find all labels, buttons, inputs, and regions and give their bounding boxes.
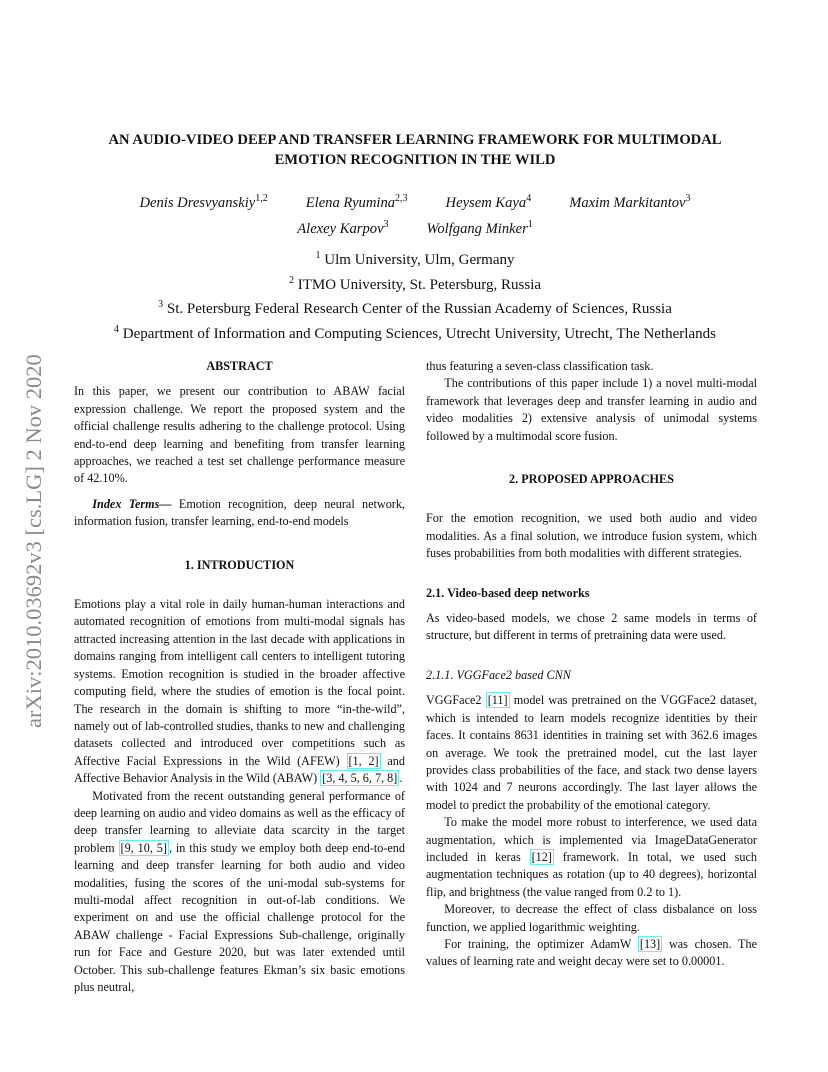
- author: Denis Dresvyanskiy$^{1,2}$: [139, 193, 268, 211]
- author: Heysem Kaya$^4$: [445, 193, 532, 211]
- disbalance-paragraph: Moreover, to decrease the effect of class disbalance on loss function, we applied logarithmic weighting.: [426, 902, 757, 934]
- arxiv-sidebar: [8, 260, 54, 740]
- right-column: [426, 358, 757, 971]
- augmentation-paragraph: To make the model more robust to interference, we used data augmentation, which is implemented via ImageDataGenerator included in keras [12] framework. In total, we used such augmentation techniques as rotation (up to 40 degrees), horizontal flip, and brightness (the value ranged from 0.2 to 1).: [426, 815, 757, 899]
- citation-link[interactable]: [3, 4, 5, 6, 7, 8]: [322, 771, 398, 786]
- left-column: [74, 358, 405, 996]
- contributions-paragraph: The contributions of this paper include 1) a novel multi-modal framework that leverages deep and transfer learning in audio and video modalities 2) extensive analysis of unimodal systems followed by a multimodal score fusion.: [426, 376, 757, 443]
- index-terms: Index Terms— Emotion recognition, deep neural network, information fusion, transfer learning, end-to-end models: [74, 496, 405, 529]
- author: Maxim Markitantov$^3$: [569, 193, 691, 211]
- training-paragraph: For training, the optimizer AdamW [13] was chosen. The values of learning rate and weight decay were set to 0.00001.: [426, 936, 758, 969]
- citation-link[interactable]: [9, 10, 5]: [120, 840, 167, 855]
- affiliation: $^1$ Ulm University, Ulm, Germany: [315, 250, 515, 268]
- affiliation-list: [70, 246, 760, 344]
- affiliation: $^2$ ITMO University, St. Petersburg, Russia: [288, 274, 542, 293]
- citation-link[interactable]: [13]: [639, 936, 661, 951]
- section-2-text: For the emotion recognition, we used both audio and video modalities. As a final solution, we introduce fusion system, which fuses probabilities from both modalities with different strategies.: [426, 511, 757, 561]
- citation-link[interactable]: [12]: [531, 849, 552, 864]
- intro-paragraph: Emotions play a vital role in daily human-human interactions and automated recognition of emotions from multi-modal signals has attracted increasing attention in the last decade with applications in domains ranging from intelligent call centers to intelligent tutoring systems. Emotion recognition is studied in the broader affective computing field, where the studies of emotion is the focal point. The research in the domain is shifting to more “in-the-wild”, namely out of lab-controlled studies, thanks to new and challenging datasets collected and introduced over competitions such as Affective Facial Expressions in the Wild (AFEW) [1, 2] and Affective Behavior Analysis in the Wild (ABAW) [3, 4, 5, 6, 7, 8] .: [74, 597, 405, 786]
- section-2-heading: 2. PROPOSED APPROACHES: [509, 472, 674, 487]
- vggface2-paragraph: VGGFace2 [11] model was pretrained on the VGGFace2 dataset, which is intended to learn models recognize identities by their faces. It contains 8631 identities in training set with 362.6 images on average. We took the pretrained model, cut the last layer provides class probabilities of the face, and stack two dense layers with 1024 and 7 neurons accordingly. The last layer allows the model to predict the probability of the emotional category.: [426, 693, 757, 812]
- subsection-2-1-1-heading: 2.1.1. VGGFace2 based CNN: [426, 667, 571, 682]
- author: Elena Ryumina$^{2,3}$: [305, 193, 408, 211]
- intro-continuation: thus featuring a seven-class classification task.: [426, 359, 654, 373]
- abstract-heading: ABSTRACT: [206, 359, 273, 373]
- author-list: [70, 188, 760, 240]
- abstract-text: In this paper, we present our contribution to ABAW facial expression challenge. We report the proposed system and the official challenge results adhering to the challenge protocol. Using end-to-end deep learning and benefiting from transfer learning approaches, we reached a test set challenge performance measure of 42.10%.: [74, 384, 405, 486]
- introduction-heading: 1. INTRODUCTION: [184, 557, 295, 572]
- citation-link[interactable]: [1, 2]: [348, 753, 379, 768]
- subsection-2-1-text: As video-based models, we chose 2 same models in terms of structure, but different in terms of pretraining data were used.: [426, 611, 757, 643]
- affiliation: $^3$ St. Petersburg Federal Research Center of the Russian Academy of Sciences, Russia: [158, 299, 672, 317]
- subsection-2-1-heading: 2.1. Video-based deep networks: [426, 585, 590, 600]
- author: Wolfgang Minker$^1$: [426, 218, 533, 237]
- author: Alexey Karpov$^3$: [297, 218, 389, 237]
- paper-title: AN AUDIO-VIDEO DEEP AND TRANSFER LEARNING FRAMEWORK FOR MULTIMODAL EMOTION RECOGNITION IN THE WILD: [108, 132, 722, 168]
- intro-paragraph: Motivated from the recent outstanding general performance of deep learning on audio and video domains as well as the efficacy of deep transfer learning to alleviate data scarcity in the target problem [9, 10, 5] , in this study we employ both deep end-to-end learning and deep transfer learning for both audio and video modalities, fusing the scores of the uni-modal sub-systems for multi-modal affect recognition in out-of-lab conditions. We experiment on and use the official challenge protocol for the ABAW challenge - Facial Expressions Sub-challenge, originally run for Face and Gesture 2020, but was later extended until October. This sub-challenge features Ekman’s six basic emotions plus neutral,: [74, 788, 405, 994]
- arxiv-identifier: arXiv:2010.03692v3 [cs.LG] 2 Nov 2020: [21, 354, 46, 728]
- affiliation: $^4$ Department of Information and Computing Sciences, Utrecht University, Utrecht, The Netherlands: [114, 323, 716, 342]
- citation-link[interactable]: [11]: [487, 693, 508, 708]
